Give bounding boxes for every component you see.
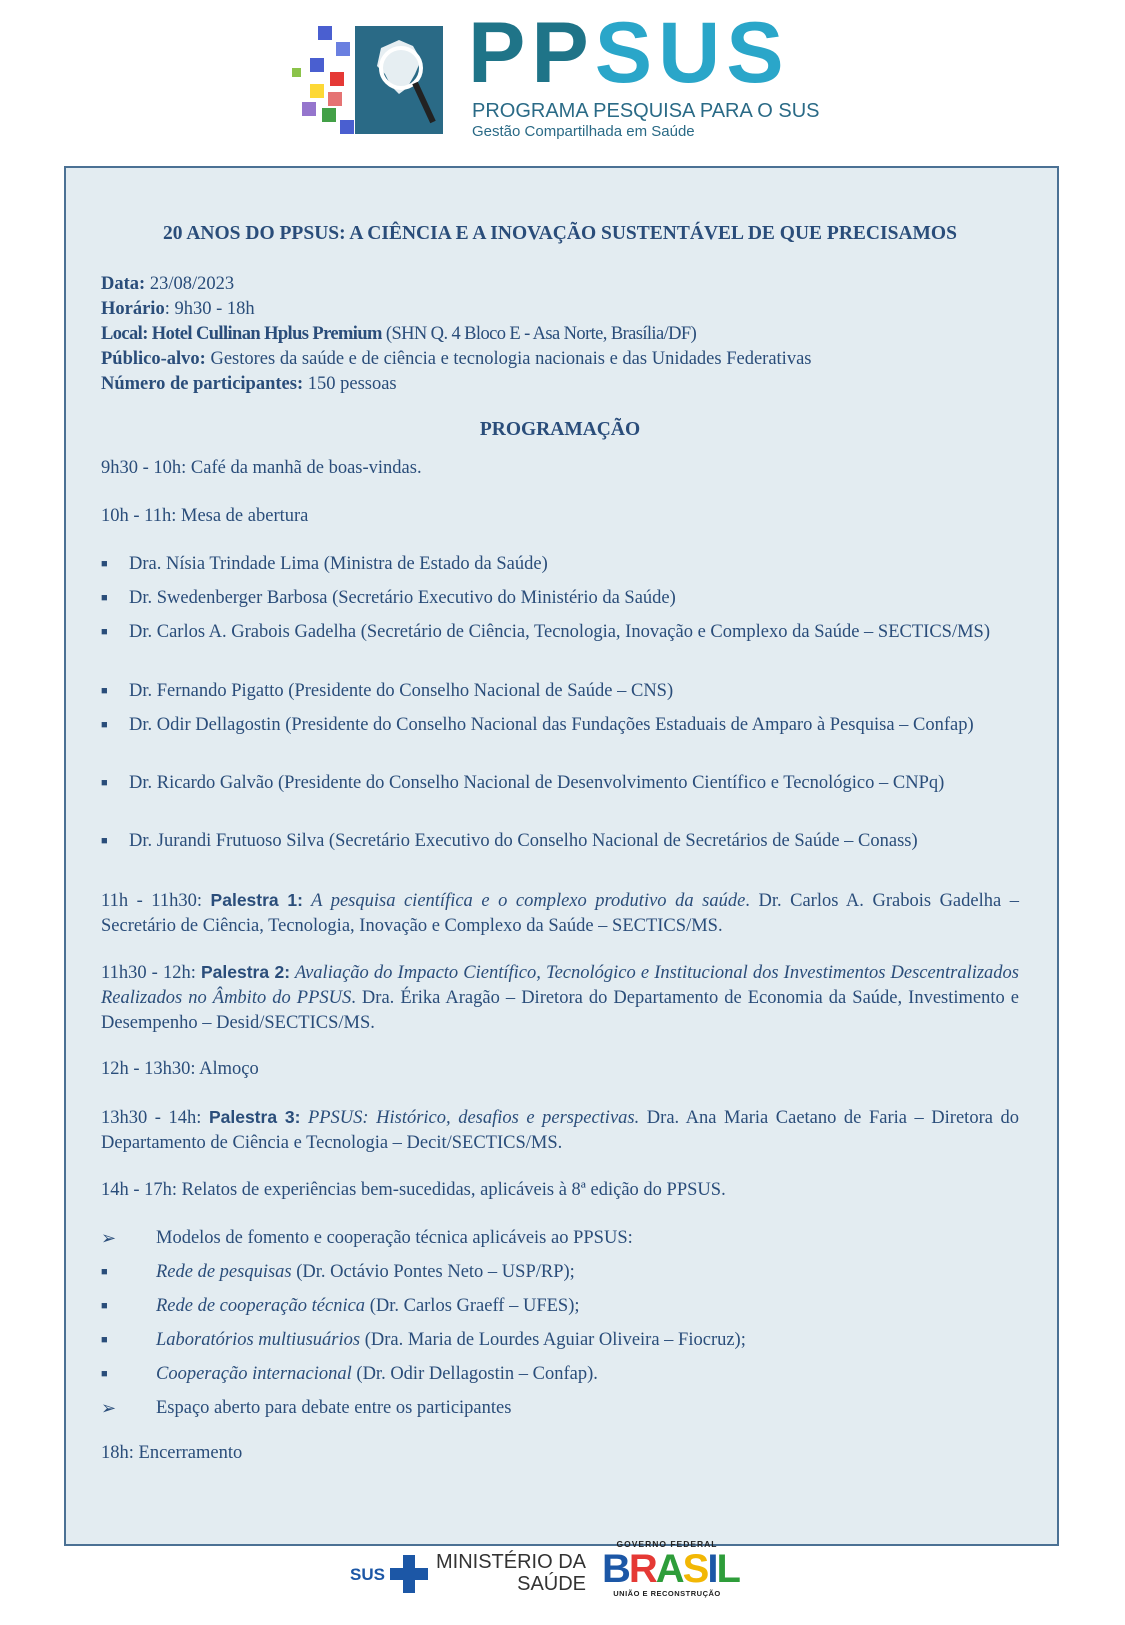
program-item-lunch: 12h - 13h30: Almoço	[101, 1059, 259, 1079]
debate-text: Espaço aberto para debate entre os participantes	[156, 1398, 512, 1418]
opening-speaker-text: Dra. Nísia Trindade Lima (Ministra de Estado da Saúde)	[129, 554, 548, 574]
place-value: (SHN Q. 4 Bloco E - Asa Norte, Brasília/DF)	[381, 324, 697, 344]
audience-row	[101, 347, 811, 372]
talk-2	[101, 960, 1019, 1036]
date-label: Data:	[101, 274, 146, 294]
bullet-icon: ■	[101, 1334, 108, 1346]
bullet-icon: ■	[101, 592, 108, 604]
opening-speaker	[101, 771, 1019, 796]
date-row	[101, 272, 811, 297]
wordmark-sus: SUS	[594, 5, 790, 101]
bullet-icon: ■	[101, 558, 108, 570]
talk-1	[101, 888, 1019, 939]
model-name: Rede de cooperação técnica	[156, 1296, 366, 1316]
place-label: Local: Hotel Cullinan Hplus Premium	[101, 324, 382, 344]
gov-brasil-letter: R	[628, 1547, 656, 1591]
time-value: : 9h30 - 18h	[164, 299, 255, 319]
footer-logos	[350, 1539, 750, 1619]
bullet-icon: ■	[101, 1266, 108, 1278]
participants-value: 150 pessoas	[303, 374, 397, 394]
ministry-line1: MINISTÉRIO DA	[436, 1551, 587, 1573]
arrow-bullet-icon: ➢	[101, 1228, 117, 1248]
participants-label: Número de participantes:	[101, 374, 304, 394]
time-row	[101, 297, 811, 322]
time-label: Horário	[101, 299, 165, 319]
talk-speaker: . Dr. Carlos A. Grabois Gadelha – Secretário de Ciência, Tecnologia, Inovação e Complexo da Saúde – SECTICS/MS.	[101, 891, 1019, 936]
gov-brasil-letter: S	[682, 1547, 708, 1591]
opening-speaker	[101, 679, 1019, 704]
gov-bottom-text: UNIÃO E RECONSTRUÇÃO	[613, 1589, 721, 1598]
talk-speaker: . Dra. Érika Aragão – Diretora do Departamento de Economia da Saúde, Investimento e Desempenho – Desid/SECTICS/MS.	[101, 988, 1020, 1033]
brazil-map-magnifier-icon	[355, 26, 443, 134]
arrow-bullet-icon: ➢	[101, 1398, 117, 1418]
event-info	[101, 272, 811, 397]
logo-pixel	[318, 26, 332, 40]
logo-pixel	[292, 68, 301, 77]
bullet-icon: ■	[101, 1368, 108, 1380]
logo-pixel	[310, 58, 324, 72]
talk-title: Avaliação do Impacto Científico, Tecnológico e Institucional dos Investimentos Descentralizados Realizados no Âmbito do PPSUS	[101, 963, 1019, 1008]
participants-row	[101, 372, 811, 397]
opening-speaker-text: Dr. Ricardo Galvão (Presidente do Conselho Nacional de Desenvolvimento Científico e Tecnológico – CNPq)	[129, 773, 945, 793]
opening-speaker-text: Dr. Carlos A. Grabois Gadelha (Secretário de Ciência, Tecnologia, Inovação e Complexo da Saúde – SECTICS/MS)	[129, 622, 990, 642]
model-item	[101, 1362, 1019, 1387]
audience-label: Público-alvo:	[101, 349, 206, 369]
talk-label: Palestra 3:	[208, 1107, 301, 1127]
talk-title: A pesquisa científica e o complexo produtivo da saúde	[302, 891, 746, 911]
federal-government-logo	[602, 1539, 739, 1605]
gov-brasil-text	[602, 1547, 739, 1591]
logo-pixel	[330, 72, 344, 86]
talk-title: PPSUS: Histórico, desafios e perspectivas.	[300, 1108, 640, 1128]
talk-time: 13h30 - 14h:	[101, 1108, 209, 1128]
logo-subtitle: PROGRAMA PESQUISA PARA O SUS	[472, 100, 820, 122]
bullet-icon: ■	[101, 685, 108, 697]
model-item	[101, 1328, 1019, 1353]
opening-speaker	[101, 713, 1019, 738]
ppsus-wordmark	[468, 5, 790, 101]
gov-brasil-word	[602, 1547, 739, 1591]
bullet-icon: ■	[101, 835, 108, 847]
gov-brasil-letter: A	[655, 1547, 683, 1591]
models-heading-text: Modelos de fomento e cooperação técnica aplicáveis ao PPSUS:	[156, 1228, 633, 1248]
program-box	[64, 166, 1059, 1546]
bullet-icon: ■	[101, 626, 108, 638]
talk-3	[101, 1105, 1019, 1156]
model-item	[101, 1260, 1019, 1285]
model-detail: (Dr. Odir Dellagostin – Confap).	[351, 1364, 598, 1384]
models-heading	[101, 1226, 1019, 1251]
program-item-opening: 10h - 11h: Mesa de abertura	[101, 506, 309, 526]
program-item-closing: 18h: Encerramento	[101, 1443, 243, 1463]
model-name: Cooperação internacional	[156, 1364, 352, 1384]
talk-time: 11h30 - 12h:	[101, 963, 201, 983]
ppsus-logo	[300, 5, 820, 142]
logo-pixel	[328, 92, 342, 106]
bullet-icon: ■	[101, 777, 108, 789]
gov-top-text: GOVERNO FEDERAL	[616, 1539, 718, 1549]
talk-speaker: Dra. Ana Maria Caetano de Faria – Diretora do Departamento de Ciência e Tecnologia – Decit/SECTICS/MS.	[101, 1108, 1019, 1153]
sus-cross-icon	[390, 1555, 428, 1593]
bullet-icon: ■	[101, 1300, 108, 1312]
model-item	[101, 1294, 1019, 1319]
program-item-reports: 14h - 17h: Relatos de experiências bem-sucedidas, aplicáveis à 8ª edição do PPSUS.	[101, 1180, 726, 1200]
logo-pixel	[336, 42, 350, 56]
gov-brasil-letter: B	[602, 1547, 629, 1591]
model-detail: (Dr. Octávio Pontes Neto – USP/RP);	[291, 1262, 575, 1282]
logo-pixel	[302, 102, 316, 116]
logo-tagline: Gestão Compartilhada em Saúde	[472, 123, 695, 140]
date-value: 23/08/2023	[145, 274, 235, 294]
model-detail: (Dra. Maria de Lourdes Aguiar Oliveira – Fiocruz);	[360, 1330, 746, 1350]
opening-speaker	[101, 552, 1019, 577]
logo-pixel	[340, 120, 354, 134]
gov-brasil-letter: L	[716, 1547, 739, 1591]
ministry-line2: SAÚDE	[517, 1573, 587, 1595]
opening-speaker	[101, 586, 1019, 611]
ministry-logo	[436, 1551, 586, 1595]
sus-logo: SUS	[350, 1565, 385, 1584]
logo-pixel	[310, 84, 324, 98]
logo-pixel	[322, 108, 336, 122]
model-name: Laboratórios multiusuários	[156, 1330, 361, 1350]
opening-speaker	[101, 620, 1019, 645]
opening-speaker-text: Dr. Fernando Pigatto (Presidente do Conselho Nacional de Saúde – CNS)	[129, 681, 674, 701]
opening-speaker-text: Dr. Odir Dellagostin (Presidente do Conselho Nacional das Fundações Estaduais de Amparo à Pesquisa – Confap)	[129, 715, 974, 735]
talk-label: Palestra 2:	[201, 962, 291, 982]
opening-speaker	[101, 829, 1019, 854]
talk-time: 11h - 11h30:	[101, 891, 211, 911]
model-detail: (Dr. Carlos Graeff – UFES);	[365, 1296, 580, 1316]
model-name: Rede de pesquisas	[156, 1262, 292, 1282]
opening-speaker-text: Dr. Jurandi Frutuoso Silva (Secretário Executivo do Conselho Nacional de Secretários de Saúde – Conass)	[129, 831, 918, 851]
wordmark-pp: PP	[468, 5, 595, 101]
bullet-icon: ■	[101, 719, 108, 731]
program-heading: PROGRAMAÇÃO	[479, 419, 641, 440]
place-row	[101, 322, 811, 347]
program-item-welcome: 9h30 - 10h: Café da manhã de boas-vindas.	[101, 458, 422, 478]
debate-item	[101, 1396, 1019, 1421]
audience-value: Gestores da saúde e de ciência e tecnologia nacionais e das Unidades Federativas	[205, 349, 812, 369]
gov-brasil-letter: I	[707, 1547, 717, 1591]
talk-label: Palestra 1:	[210, 890, 303, 910]
page-title: 20 ANOS DO PPSUS: A CIÊNCIA E A INOVAÇÃO SUSTENTÁVEL DE QUE PRECISAMOS	[163, 223, 957, 244]
opening-speaker-text: Dr. Swedenberger Barbosa (Secretário Executivo do Ministério da Saúde)	[129, 588, 676, 608]
